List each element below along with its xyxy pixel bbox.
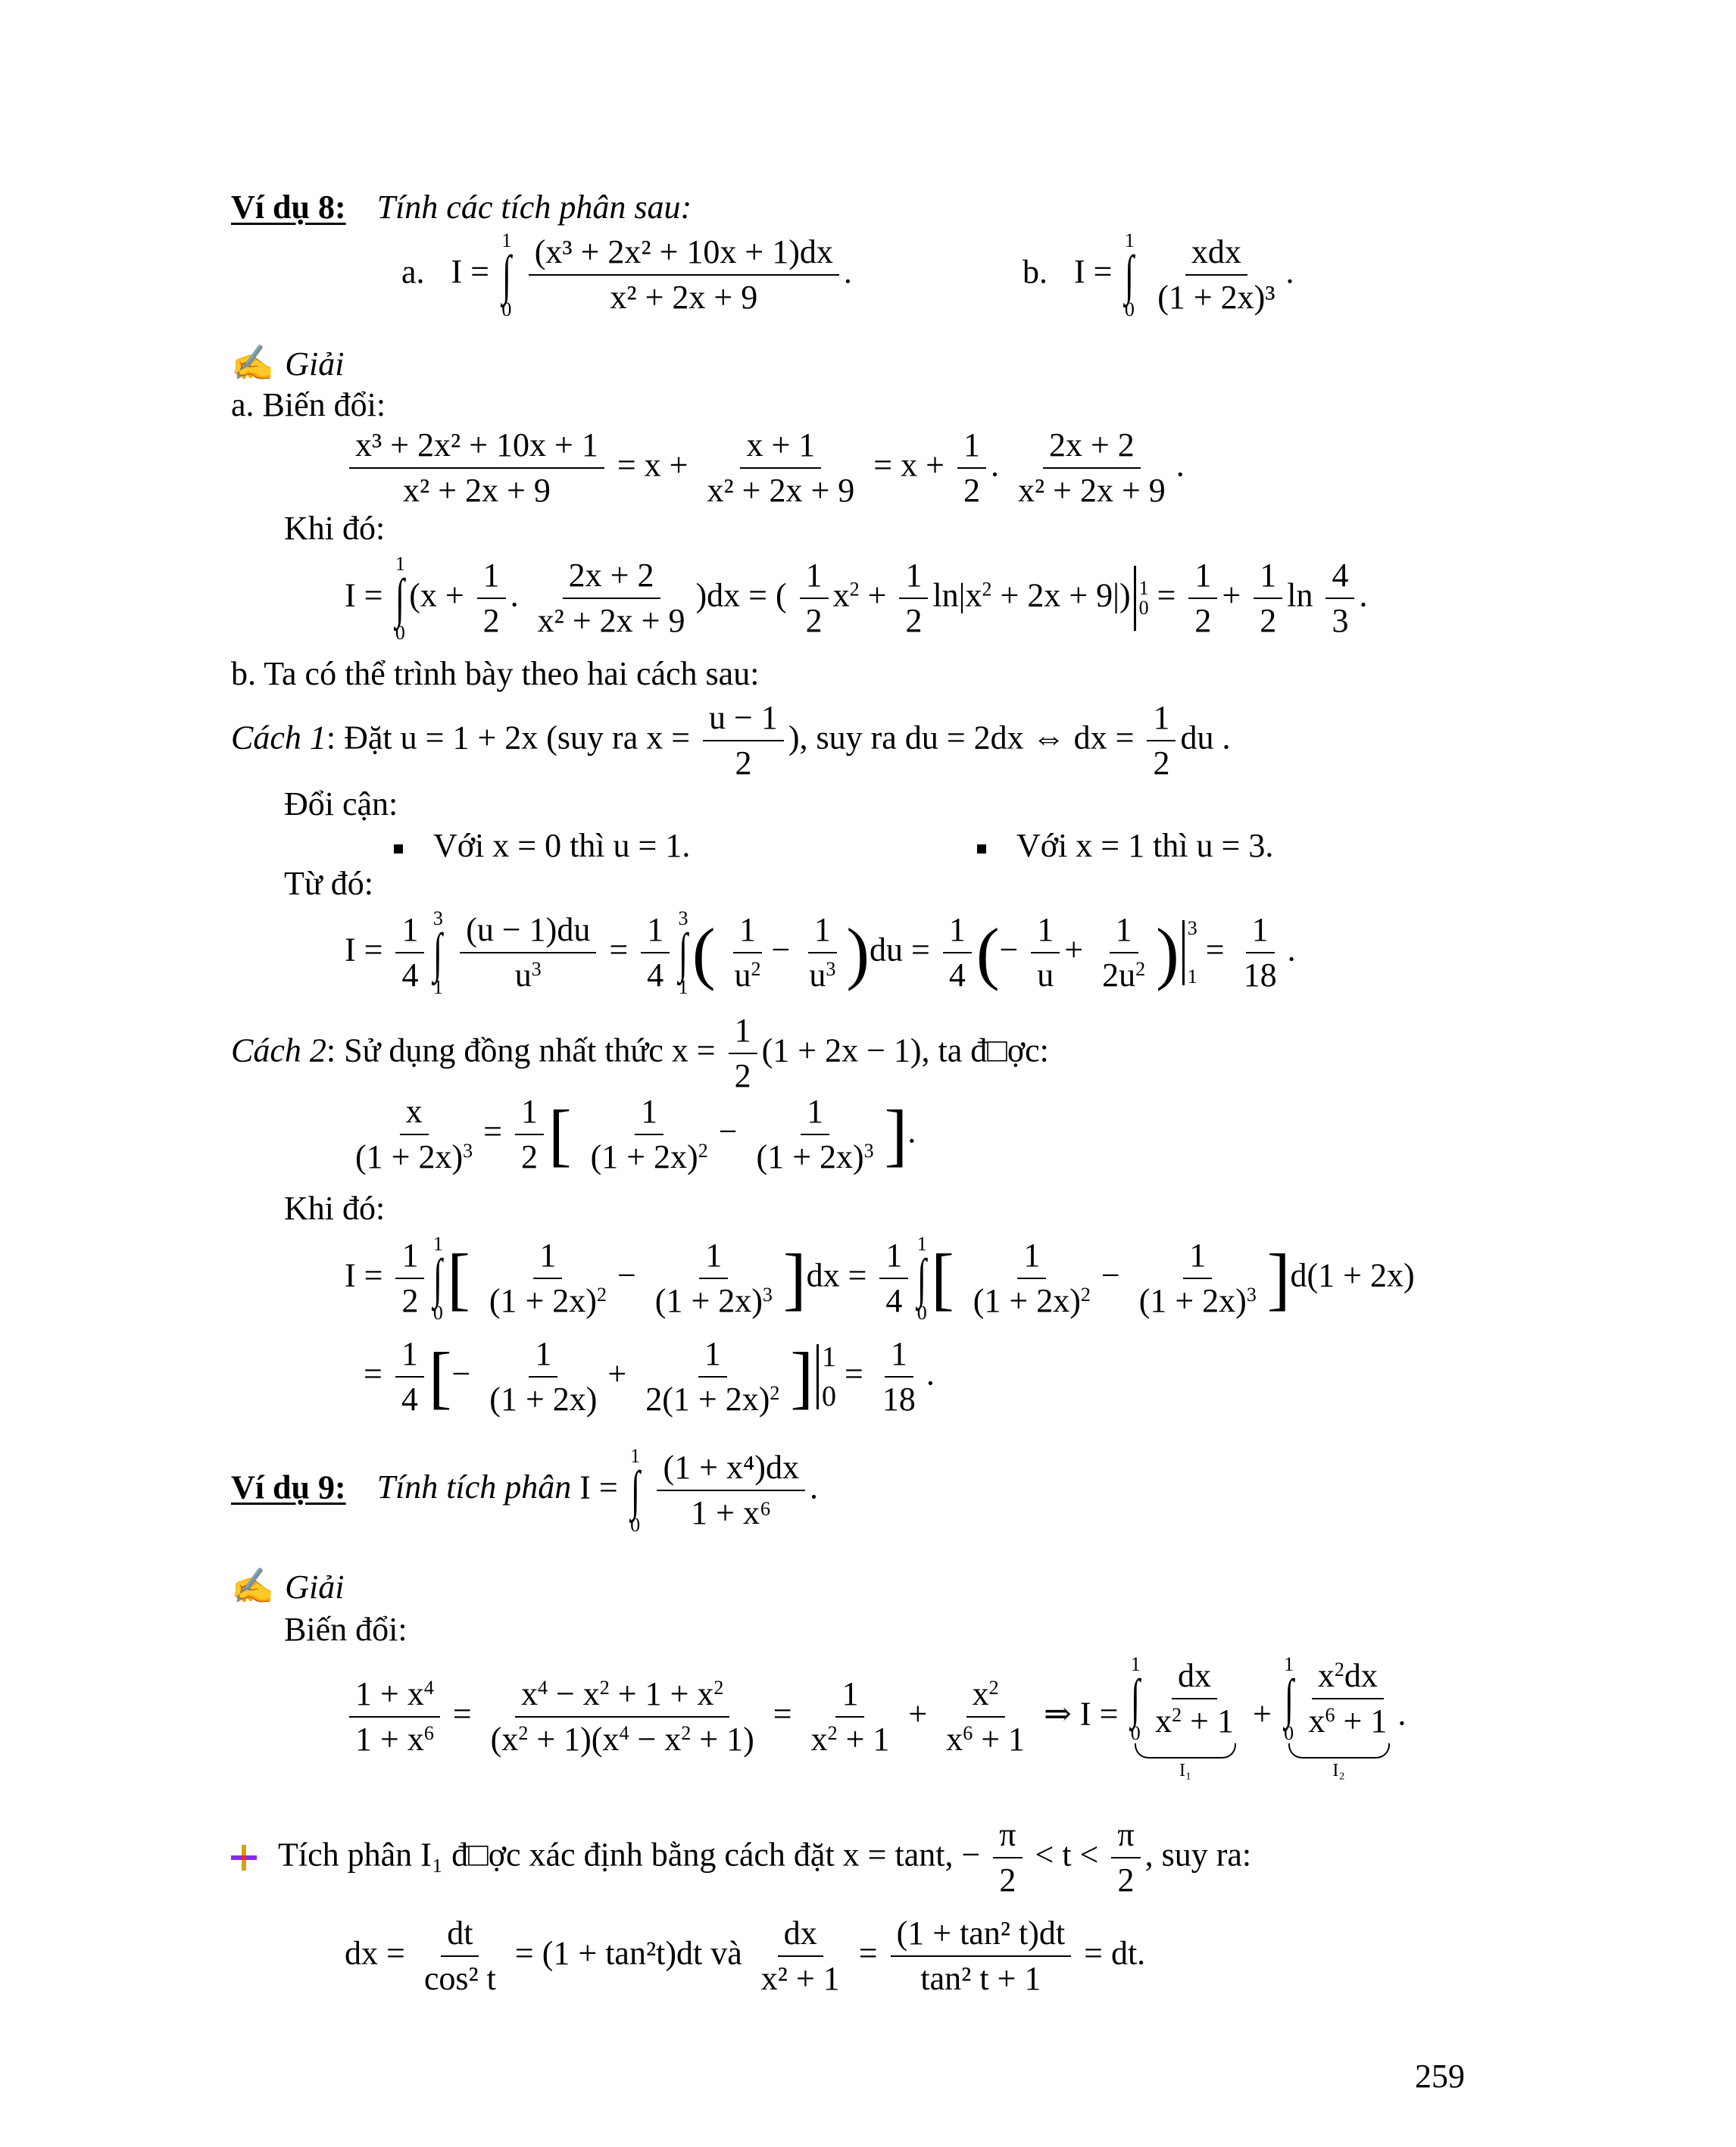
pen-icon: ✍ [231, 1567, 275, 1606]
integral-i1: 1 ∫ 0 $\frac{dx}{x^2 + 1}$ I₁ [1126, 1655, 1244, 1780]
part-a-khi-do: Khi đó: [284, 510, 386, 547]
bullet-item-1: Với x = 0 thì u = 1. [394, 829, 690, 863]
integral-sign: 1 ∫ 0 [1124, 229, 1135, 320]
part-b-method-1-integral: I = $\frac{1}{4}$ 3 ∫ 1 $\frac{(u - 1)du}{u^3}$ = $\frac{1}{4}$ 3 ∫ 1 ( $\frac{1}{u^2}$ − $\frac{1}{u^3}$ )du = $\frac{1}{4}$ (− $\frac{1}{u}$ + $\frac{1}{2u^2}$ ) 3 1 = $\frac{1}{18}$ . [345, 907, 1296, 998]
part-b-tu-do: Từ đó: [284, 865, 373, 902]
example-9-title: Ví dụ 9: [231, 1468, 346, 1506]
underbrace [1135, 1743, 1236, 1758]
example-8-title: Ví dụ 8: [231, 189, 346, 226]
page-number: 259 [1415, 2058, 1465, 2095]
example-8-heading [231, 191, 692, 224]
part-b-khi-do: Khi đó: [284, 1190, 386, 1227]
solution-label: ✍ Giải [231, 344, 345, 382]
part-b-method-2-result: = $\frac{1}{4}$ [− $\frac{1}{(1 + 2x)}$ + $\frac{1}{2(1 + 2x)^2}$ ] 1 0 = $\frac{1}{18}$ . [364, 1335, 935, 1418]
pen-icon: ✍ [231, 344, 275, 382]
integral-sign: 1 ∫ 0 [501, 229, 512, 320]
integrand-b: $\frac{\text{xdx}}{\text{(1 + 2x)³}}$ [1157, 233, 1275, 317]
bullet-icon [394, 844, 403, 853]
part-a-evaluation: I = 1 ∫ 0 (x + $\frac{1}{2}$ . $\frac{2x + 2}{\text{x² + 2x + 9}}$ )dx = ( $\frac{1}{2}$ $x^2$ + $\frac{1}{2}$ $\ln|x^2 + 2x + 9|$) 1 0 = $\frac{1}{2}$ + $\frac{1}{2}$ ln $\frac{4}{3}$ . [345, 553, 1368, 644]
part-b-intro: b. Ta có thể trình bày theo hai cách sau: [231, 655, 760, 692]
integrand-a: $\frac{\text{(x³ + 2x² + 10x + 1)dx}}{\text{x² + 2x + 9}}$ [529, 235, 839, 315]
note-dx-equation: dx = $\frac{dt}{\text{cos² t}}$ = (1 + tan²t)dt và $\frac{dx}{\text{x² + 1}}$ = $\frac{\text{(1 + tan² t)dt}}{\text{tan² t + 1}}$ = dt. [345, 1915, 1146, 1998]
part-a-intro: a. Biến đổi: [231, 386, 386, 423]
example-9-transform: $\frac{1 + x^4}{1 + x^6}$ = $\frac{x^4 - x^2 + 1 + x^2}{(x^2 + 1)(x^4 - x^2 + 1)}$ = $\frac{1}{x^2 + 1}$ + $\frac{x^2}{x^6 + 1}$ ⇒ I = 1 ∫ 0 $\frac{dx}{x^2 + 1}$ I₁ + 1 ∫ 0 $\frac{x^2dx}{x^6 + 1}$ I₂ . [345, 1655, 1406, 1780]
integral-i2: 1 ∫ 0 $\frac{x^2dx}{x^6 + 1}$ I₂ [1280, 1655, 1398, 1780]
example-8-integral-a: a. I = 1 ∫ 0 $\frac{\text{(x³ + 2x² + 10x + 1)dx}}{\text{x² + 2x + 9}}$ . [401, 229, 852, 320]
example-9-bien-doi: Biến đổi: [284, 1611, 407, 1648]
example-8-integral-b: b. I = 1 ∫ 0 $\frac{\text{xdx}}{\text{(1 + 2x)³}}$ . [1023, 229, 1294, 320]
note-i1: Tích phân I₁ đ□ợc xác định bằng cách đặt x = tant, − $\frac{\pi}{2}$ < t < $\frac{\pi}{2}$ , suy ra: [231, 1818, 1251, 1898]
example-9-heading: Ví dụ 9: Tính tích phân I = 1 ∫ 0 $\frac{\text{(1 + x⁴)dx}}{\text{1 + x⁶}}$ . [231, 1445, 818, 1536]
part-b-cach-1: Cách 1: Đặt u = 1 + 2x (suy ra x = $\frac{u - 1}{2}$ ), suy ra du = 2dx ⇔ dx = $\frac{1}{2}$ du . [231, 699, 1231, 782]
underbrace [1288, 1743, 1390, 1758]
example-8-task: Tính các tích phân sau: [376, 189, 692, 226]
solution-label-9: ✍ Giải [231, 1567, 345, 1606]
integrand-9: $\frac{\text{(1 + x⁴)dx}}{\text{1 + x⁶}}$ [657, 1450, 804, 1531]
colored-cross-icon [231, 1845, 257, 1871]
part-b-doi-can: Đổi cận: [284, 785, 398, 822]
bullet-item-2: Với x = 1 thì u = 3. [977, 829, 1273, 863]
part-a-transform: $\frac{\text{x³ + 2x² + 10x + 1}}{\text{x² + 2x + 9}}$ = x + $\frac{x + 1}{\text{x² + 2x + 9}}$ = x + $\frac{1}{2}$ . $\frac{2x + 2}{\text{x² + 2x + 9}}$ . [345, 428, 1185, 508]
part-b-cach-2: Cách 2: Sử dụng đồng nhất thức x = $\frac{1}{2}$ (1 + 2x − 1), ta đ□ợc: [231, 1012, 1049, 1095]
bullet-icon [977, 844, 986, 853]
example-9-task: Tính tích phân [376, 1468, 572, 1506]
part-b-method-2-integral: I = $\frac{1}{2}$ 1 ∫ 0 [ $\frac{1}{(1 + 2x)^2}$ − $\frac{1}{(1 + 2x)^3}$ ]dx = $\frac{1}{4}$ 1 ∫ 0 [ $\frac{1}{(1 + 2x)^2}$ − $\frac{1}{(1 + 2x)^3}$ ]d(1 + 2x) [345, 1233, 1415, 1324]
part-b-identity: $\frac{x}{(1 + 2x)^3}$ = $\frac{1}{2}$ [ $\frac{1}{(1 + 2x)^2}$ − $\frac{1}{(1 + 2x)^3}$ ]. [355, 1093, 916, 1176]
